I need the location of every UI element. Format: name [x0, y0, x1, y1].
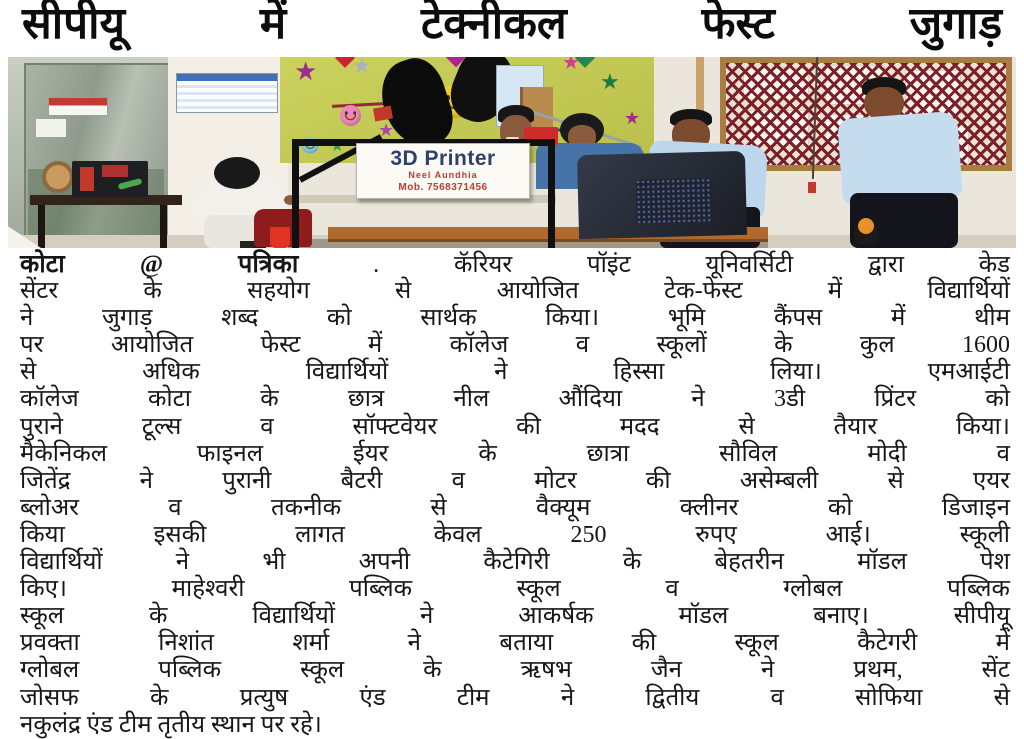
- article-line: विद्यार्थियों ने भी अपनी कैटेगिरी के बेहतरीन मॉडल पेश: [20, 549, 1010, 576]
- article-line: किए। माहेश्वरी पब्लिक स्कूल व ग्लोबल पब्लिक: [20, 576, 1010, 603]
- device-red-part: [102, 165, 128, 177]
- news-photo: [8, 57, 1016, 248]
- article-line: सेंटर के सहयोग से आयोजित टेक-फेस्ट में विद्यार्थियों: [20, 278, 1010, 305]
- printer-sign-mobile: Mob. 7568371456: [398, 182, 488, 193]
- star-decoration: [352, 57, 372, 77]
- glass-paper-notice: [36, 119, 66, 137]
- orange-dome: [858, 218, 874, 234]
- printer-sign-name: Neel Aundhia: [408, 170, 478, 180]
- article-line: पर आयोजित फेस्ट में कॉलेज व स्कूलों के कुल 1600: [20, 332, 1010, 359]
- article-line: किया इसकी लागत केवल 250 रुपए आई। स्कूली: [20, 521, 1010, 548]
- article-line-text: . कॅरियर पॉइंट यूनिवर्सिटी द्वारा केड: [373, 252, 1011, 278]
- man-right-shirt: [837, 111, 963, 205]
- smiley-face-pink: [340, 105, 361, 126]
- article-line: पुराने टूल्स व सॉफ्टवेयर की मदद से तैयार किया।: [20, 413, 1010, 440]
- star-decoration: [624, 109, 640, 127]
- pinned-paper: [748, 111, 808, 145]
- article-line: ने जुगाड़ शब्द को सार्थक किया। भूमि कैंपस में थीम: [20, 305, 1010, 332]
- left-table-leg: [38, 205, 45, 248]
- headline: सीपीयू में टेक्नीकल फेस्ट जुगाड़: [22, 0, 1002, 48]
- article-line: ब्लोअर व तकनीक से वैक्यूम क्लीनर को डिजाइन: [20, 494, 1010, 521]
- chart-poster: [176, 73, 278, 113]
- star-decoration: [562, 57, 580, 73]
- red-cup: [270, 227, 290, 248]
- article-line: जोसफ के प्रत्युष एंड टीम ने द्वितीय व सोफिया से: [20, 684, 1010, 711]
- star-decoration: [600, 71, 620, 93]
- glass-red-sign: [48, 97, 108, 116]
- printer-sign: [356, 143, 530, 199]
- printer-sign-title: 3D Printer: [390, 147, 496, 170]
- fire-alarm-dot: [808, 182, 816, 193]
- pinned-paper: [744, 69, 808, 99]
- article-line: नकुलंद्र एंड टीम तृतीय स्थान पर रहे।: [20, 711, 322, 738]
- article-line: कॉलेज कोटा के छात्र नील औंदिया ने 3डी प्रिंटर को: [20, 386, 1010, 413]
- device-red-part: [80, 167, 94, 191]
- article-line: [20, 251, 1010, 278]
- star-decoration: [294, 59, 317, 85]
- tower-vent-grille: [636, 178, 713, 224]
- student-white-hair: [214, 157, 260, 189]
- article-line: से अधिक विद्यार्थियों ने हिस्सा लिया। एमआईटी: [20, 359, 1010, 386]
- wire-spool: [42, 161, 74, 193]
- pinned-paper: [906, 71, 960, 115]
- article-line: ग्लोबल पब्लिक स्कूल के ऋषभ जैन ने प्रथम, सेंट: [20, 657, 1010, 684]
- article-line: जितेंद्र ने पुरानी बैटरी व मोटर की असेम्बली से एयर: [20, 467, 1010, 494]
- article-line: प्रवक्ता निशांत शर्मा ने बताया की स्कूल कैटेगरी में: [20, 630, 1010, 657]
- left-table-leg: [160, 205, 167, 248]
- dateline: कोटा @ पत्रिका: [20, 251, 299, 278]
- frame-post: [292, 139, 299, 248]
- computer-tower: [577, 151, 747, 239]
- device-box: [72, 161, 148, 197]
- article-line: स्कूल के विद्यार्थियों ने आकर्षक मॉडल बनाए। सीपीयू: [20, 603, 1010, 630]
- frame-post: [548, 139, 555, 248]
- orange-floor-object: [854, 225, 878, 245]
- device-green-wire: [118, 178, 143, 190]
- article-line: मैकेनिकल फाइनल ईयर के छात्रा सौविल मोदी व: [20, 440, 1010, 467]
- article-body: [20, 251, 1010, 739]
